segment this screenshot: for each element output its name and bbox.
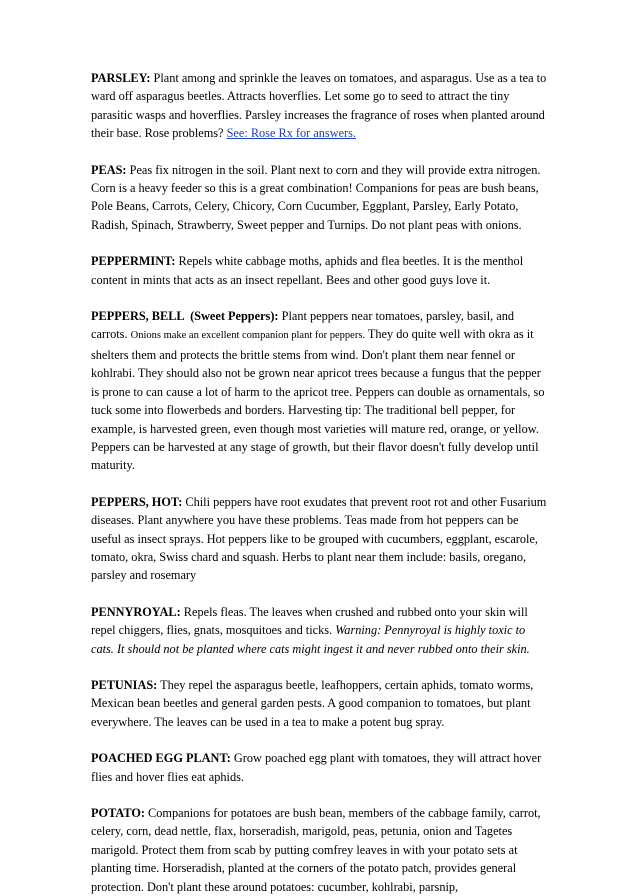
entry-peppers-bell-text-a: Plant peppers near tomatoes, parsley, basil, and carrots. — [91, 309, 515, 342]
entry-peppers-bell-small-text: Onions make an excellent companion plant for peppers. — [130, 330, 366, 342]
term-parsley: PARSLEY: — [91, 71, 151, 85]
entry-peppers-bell — [91, 307, 548, 475]
term-potato: POTATO: — [91, 806, 145, 820]
entry-peppers-hot — [91, 493, 548, 585]
term-peppers-bell: PEPPERS, BELL — [91, 309, 184, 324]
term-peas: PEAS: — [91, 162, 127, 177]
entry-poached-egg-plant-text: Grow poached egg plant with tomatoes, they will attract hover flies and hover flies eat aphids. — [91, 751, 542, 784]
term-peppermint: PEPPERMINT: — [91, 254, 176, 269]
entry-potato — [91, 804, 548, 896]
entry-pennyroyal-text: Repels fleas. The leaves when crushed and rubbed onto your skin will repel chiggers, flies, gnats, mosquitoes and ticks. — [91, 604, 528, 638]
entry-peas — [91, 161, 548, 235]
term-petunias: PETUNIAS: — [91, 677, 158, 692]
entry-petunias — [91, 676, 548, 731]
rose-rx-link[interactable]: See: Rose Rx for answers. — [226, 126, 357, 141]
entry-peppermint — [91, 252, 548, 289]
term-peppers-bell-sub: (Sweet Peppers): — [183, 309, 279, 324]
entry-peppermint-text: Repels white cabbage moths, aphids and flea beetles. It is the menthol content in mints that acts as an insect repellant. Bees and other good guys love it. — [91, 254, 524, 287]
entry-petunias-text: They repel the asparagus beetle, leafhoppers, certain aphids, tomato worms, Mexican bean beetles and general garden pests. A good companion to tomatoes, but plant everywhere. The leaves can be used in a tea to make a potent bug spray. — [91, 677, 534, 729]
entry-poached-egg-plant — [91, 749, 548, 786]
entry-peas-text: Peas fix nitrogen in the soil. Plant next to corn and they will provide extra nitrogen. Corn is a heavy feeder so this is a great combination! Companions for peas are bush beans, Pole Beans, Carrots, Celery, Chicory, Corn Cucumber, Eggplant, Parsley, Early Potato, Radish, Spinach, Strawberry, Sweet pepper and Turnips. Do not plant peas with onions. — [91, 162, 541, 232]
pennyroyal-warning: Warning: Pennyroyal is highly toxic to cats. It should not be planted where cats might ingest it and never rubbed onto their skin. — [91, 623, 530, 656]
entry-potato-text: Companions for potatoes are bush bean, members of the cabbage family, carrot, celery, corn, dead nettle, flax, horseradish, marigold, peas, petunia, onion and Tagetes marigold. Protect them from scab by putting comfrey leaves in with your potato sets at planting time. Horseradish, planted at the corners of the potato patch, provides general protection. Don't plant these around potatoes: cucumber, kohlrabi, parsnip, — [91, 806, 541, 894]
term-poached-egg-plant: POACHED EGG PLANT: — [91, 751, 231, 766]
term-peppers-hot: PEPPERS, HOT: — [91, 494, 183, 509]
term-pennyroyal: PENNYROYAL: — [91, 604, 181, 619]
entry-peppers-hot-text: Chili peppers have root exudates that prevent root rot and other Fusarium diseases. Plant anywhere you have these problems. Teas made from hot peppers can be useful as insect sprays. Hot peppers like to be grouped with cucumbers, eggplant, escarole, tomato, okra, Swiss chard and squash. Herbs to plant near them include: basils, oregano, parsley and rosemary — [91, 494, 547, 583]
entry-parsley-text: Plant among and sprinkle the leaves on tomatoes, and asparagus. Use as a tea to ward off asparagus beetles. Attracts hoverflies. Let some go to seed to attract the tiny parasitic wasps and hoverflies. Parsley increases the fragrance of roses when planted around their base. Rose problems? — [91, 71, 547, 141]
entry-pennyroyal — [91, 603, 548, 658]
entry-peppers-bell-text-b: They do quite well with okra as it shelters them and protects the brittle stems from wind. Don't plant them near fennel or kohlrabi. They should also not be grown near apricot trees because a fungus that the pepper is prone to can cause a lot of harm to the apricot tree. Peppers can double as ornamentals, so tuck some into flowerbeds and borders. Harvesting tip: The traditional bell pepper, for example, is harvested green, even though most varieties will mature red, orange, or yellow. Peppers can be harvested at any stage of growth, but their flavor doesn't fully develop until maturity. — [91, 327, 545, 473]
entry-parsley — [91, 69, 548, 143]
